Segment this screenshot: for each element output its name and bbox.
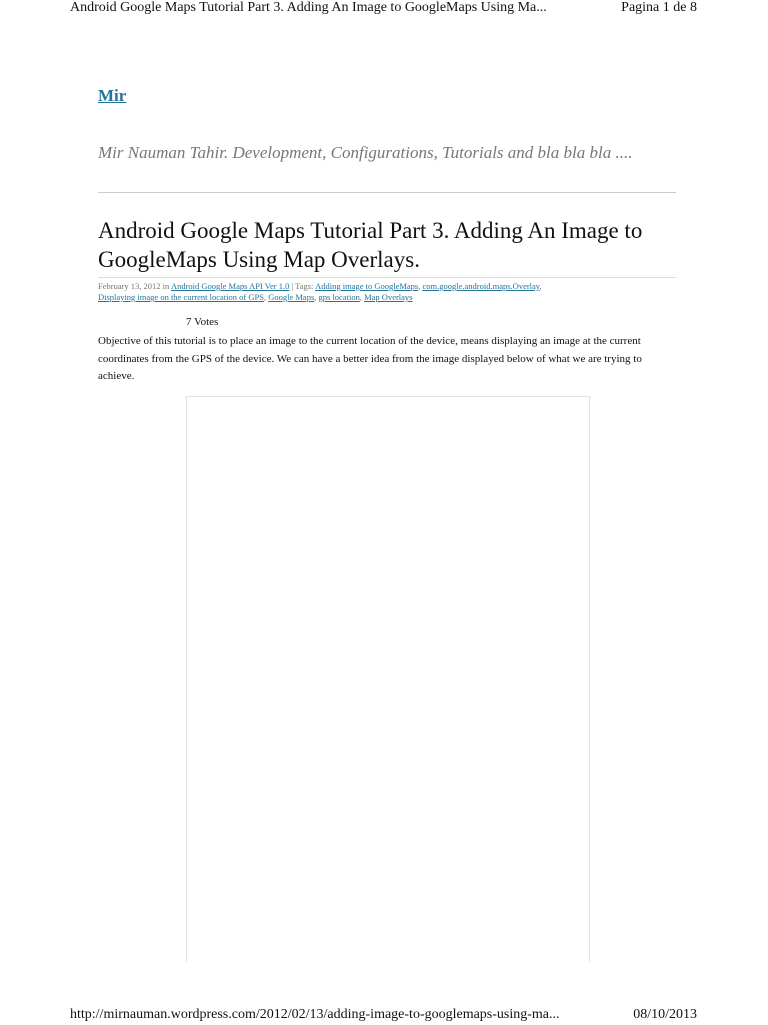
- print-header-page-number: Pagina 1 de 8: [621, 0, 697, 15]
- tag-link[interactable]: Adding image to GoogleMaps: [315, 281, 419, 291]
- category-link[interactable]: Android Google Maps API Ver 1.0: [170, 281, 290, 291]
- tag-link[interactable]: Map Overlays: [364, 292, 413, 302]
- print-footer: [70, 1007, 697, 1025]
- header-divider: [98, 192, 676, 193]
- print-header: [70, 0, 697, 18]
- post-meta: [98, 281, 676, 303]
- tag-separator: ,: [418, 281, 423, 291]
- print-footer-date: 08/10/2013: [633, 1007, 697, 1022]
- site-tagline: Mir Nauman Tahir. Development, Configurations, Tutorials and bla bla bla ....: [98, 143, 633, 162]
- print-footer-url: http://mirnauman.wordpress.com/2012/02/13/adding-image-to-googlemaps-using-ma...: [70, 1007, 560, 1022]
- tag-separator: ,: [539, 281, 542, 291]
- tag-link[interactable]: gps location: [318, 292, 360, 302]
- title-divider: [98, 277, 676, 278]
- site-title-link[interactable]: Mir: [98, 86, 127, 105]
- tag-separator: ,: [263, 292, 269, 302]
- tag-separator: ,: [359, 292, 365, 302]
- tag-link[interactable]: Google Maps: [268, 292, 315, 302]
- tag-link[interactable]: Displaying image on the current location of GPS: [98, 292, 264, 302]
- tag-link[interactable]: com.google.android.maps.Overlay: [422, 281, 540, 291]
- votes-count: 7 Votes: [186, 316, 219, 328]
- post-title: Android Google Maps Tutorial Part 3. Adding An Image to GoogleMaps Using Map Overlays.: [98, 218, 643, 272]
- post-body: Objective of this tutorial is to place an image to the current location of the device, means displaying an image at the current coordinates from the GPS of the device. We can have a better idea from the image displayed below of what we are trying to achieve.: [98, 335, 642, 382]
- print-header-title: Android Google Maps Tutorial Part 3. Adding An Image to GoogleMaps Using Ma...: [70, 0, 547, 15]
- tags-prefix: | Tags:: [289, 281, 316, 291]
- post-date: February 13, 2012 in: [98, 281, 171, 291]
- tag-separator: ,: [314, 292, 319, 302]
- post-image-placeholder: [186, 396, 590, 962]
